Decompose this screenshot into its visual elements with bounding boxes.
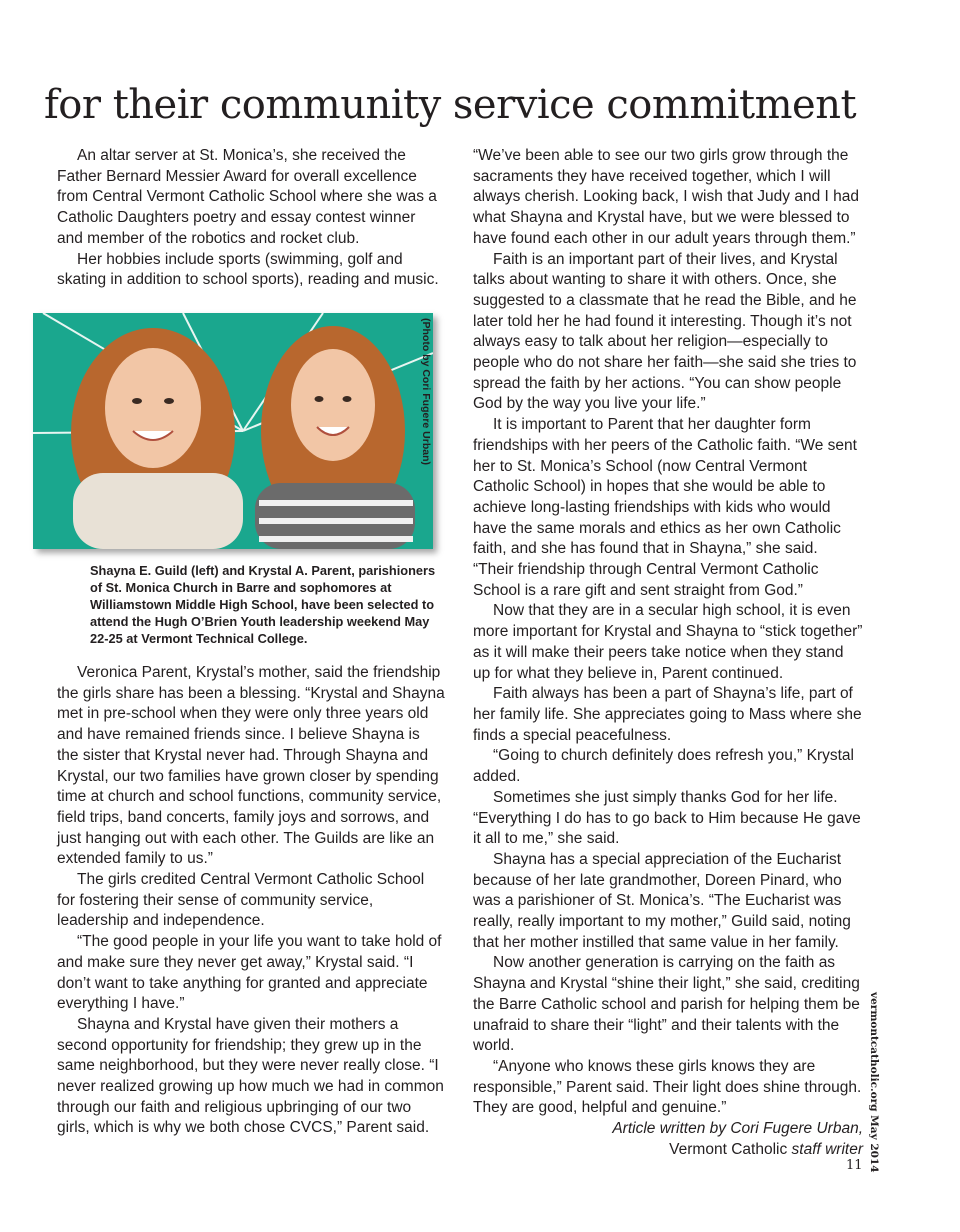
paragraph: “We’ve been able to see our two girls grow through the sacraments they have received together, which I will always cherish. Looking back, I wish that Judy and I had what Shayna and Krystal have, but we were blessed to have found each other in our adult years through them.” bbox=[473, 147, 859, 247]
page-number: 11 bbox=[846, 1158, 863, 1173]
paragraph: Faith is an important part of their lives, and Krystal talks about wanting to share it with others. Once, she suggested to a classmate that he read the Bible, and he later told her he had found it interesting. Though it’s not always easy to talk about her religion—especially to people who do not share her faith—she said she tries to spread the faith by her actions. “You can show people God by the way you live your life.” bbox=[473, 250, 857, 413]
paragraph: The girls credited Central Vermont Catholic School for fostering their sense of community service, leadership and independence. bbox=[57, 871, 425, 930]
paragraph: Now that they are in a secular high school, it is even more important for Krystal and Shayna to “stick together” as it will make their peers take notice when they stand up for what they believe in, Parent continued. bbox=[473, 602, 863, 682]
right-column bbox=[473, 146, 863, 1160]
paragraph: Sometimes she just simply thanks God for her life. “Everything I do has to go back to Him because He gave it all to me,” she said. bbox=[473, 788, 861, 848]
photo-credit: (Photo by Cori Fugere Urban) bbox=[420, 318, 432, 465]
left-column-top bbox=[57, 146, 445, 291]
paragraph: “Anyone who knows these girls knows they are responsible,” Parent said. Their light does shine through. They are good, helpful and genuine.” bbox=[473, 1057, 862, 1117]
paragraph: Now another generation is carrying on the faith as Shayna and Krystal “shine their light,” she said, crediting the Barre Catholic school and parish for helping them be unafraid to share their “light” and their talents with the world. bbox=[473, 954, 860, 1055]
byline: Article written by Cori Fugere Urban, bbox=[612, 1120, 863, 1138]
paragraph: Shayna has a special appreciation of the Eucharist because of her late grandmother, Doreen Pinard, who was a parishioner of St. Monica’s. “The Eucharist was really, really important to my mother,” Guild said, noting that her mother instilled that same value in her family. bbox=[473, 850, 851, 951]
article-photo bbox=[33, 313, 433, 549]
headline: for their community service commitment bbox=[44, 82, 857, 128]
paragraph: “The good people in your life you want to take hold of and make sure they never get away,” Krystal said. “I don’t want to take anything for granted and appreciate everything I have.” bbox=[57, 933, 442, 1013]
paragraph: Shayna and Krystal have given their mothers a second opportunity for friendship; they grew up in the same neighborhood, but they were never really close. “I never realized growing up how much we had in common through our faith and religious upbringing of our two girls, which is why we both chose CVCS,” Parent said. bbox=[57, 1015, 444, 1137]
photo-caption: Shayna E. Guild (left) and Krystal A. Parent, parishioners of St. Monica Church in Barre and sophomores at Williamstown Middle High School, have been selected to attend the Hugh O’Brien Youth leadership weekend May 22-25 at Vermont Technical College. bbox=[90, 563, 436, 646]
paragraph: “Going to church definitely does refresh you,” Krystal added. bbox=[473, 747, 854, 786]
paragraph: Her hobbies include sports (swimming, golf and skating in addition to school sports), reading and music. bbox=[57, 250, 439, 289]
paragraph: It is important to Parent that her daughter form friendships with her peers of the Catholic faith. “We sent her to St. Monica’s School (now Central Vermont Catholic School) in hopes that she would be able to achieve long-lasting friendships with kids who would have the same morals and ethics as her own Catholic faith, and she has found that in Shayna,” she said. bbox=[473, 416, 857, 558]
paragraph: An altar server at St. Monica’s, she received the Father Bernard Messier Award for overall excellence from Central Vermont Catholic School where she was a Catholic Daughters poetry and essay contest winner and member of the robotics and rocket club. bbox=[57, 147, 437, 247]
sidebar-url: vermontcatholic.org May 2014 bbox=[868, 992, 880, 1173]
paragraph: Veronica Parent, Krystal’s mother, said the friendship the girls share has been a blessing. “Krystal and Shayna met in pre-school when they were only three years old and have remained friends since. I believe Shayna is the sister that Krystal never had. Through Shayna and Krystal, our two families have grown closer by spending time at church and school functions, community service, field trips, band concerts, family joys and sorrows, and just hanging out with each other. The Guilds are like an extended family to us.” bbox=[57, 664, 445, 868]
paragraph: “Their friendship through Central Vermont Catholic School is a rare gift and sent straight from God.” bbox=[473, 561, 819, 599]
paragraph: Faith always has been a part of Shayna’s life, part of her family life. She appreciates going to Mass where she finds a special peacefulness. bbox=[473, 685, 862, 744]
left-column-bottom bbox=[57, 663, 445, 1139]
byline-role: Vermont Catholic staff writer bbox=[669, 1140, 863, 1158]
